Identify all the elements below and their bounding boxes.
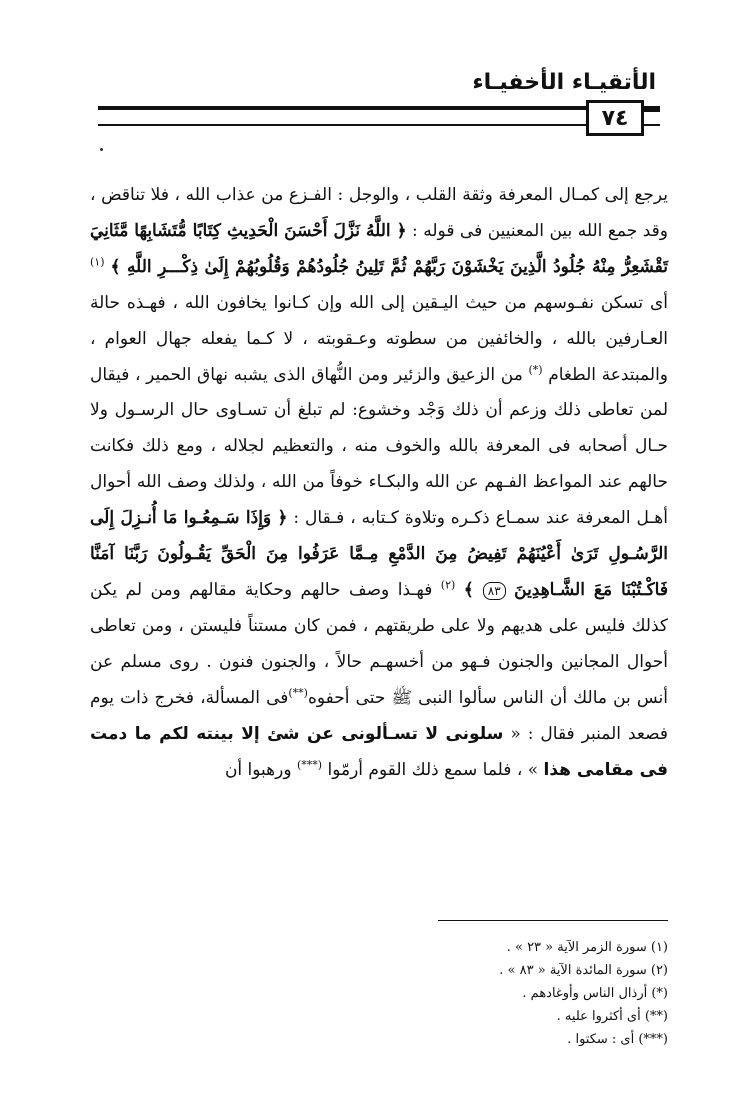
hadith-quote: سلونى لا تسـألونى عن شئ إلا بينته لكم ما دمت فى مقامى هذا	[90, 723, 668, 780]
footnote-ref: (٢)	[440, 578, 456, 592]
text-run: فى المسألة، فخرج ذات يوم فصعد المنبر فقال : «	[90, 687, 668, 744]
header-rule-thin	[98, 124, 660, 126]
page-number-ornament	[642, 110, 660, 126]
main-text	[90, 178, 668, 788]
footnote-ref: (**)	[288, 686, 308, 700]
text-run: أى تسكن نفـوسهم من حيث اليـقين إلى الله وإن كـانوا يخافون الله ، فهـذه حالة العـارفين بالله ، والخائفين من سطوته وعـقوبته ، لا كـما يفعله جهال العوام ، والمبتدعة الطغام	[90, 292, 668, 385]
header-rule-thick	[98, 106, 660, 110]
verse-number: ٨٣	[483, 582, 506, 600]
footnote: (١) سورة الزمر الآية « ٢٣ » .	[506, 940, 668, 955]
footnote: (***) أى : سكتوا .	[567, 1032, 668, 1047]
paragraph	[90, 178, 668, 788]
quran-verse: ﴿ اللَّهُ نَزَّلَ أَحْسَنَ الْحَدِيثِ كِتَابًا مُّتَشَابِهًا مَّثَانِيَ تَقْشَعِرُّ مِنْهُ جُلُودُ الَّذِينَ يَخْشَوْنَ رَبَّهُمْ ثُمَّ تَلِينُ جُلُودُهُمْ وَقُلُوبُهُمْ إِلَىٰ ذِكْـــرِ اللَّهِ ﴾	[90, 220, 669, 277]
text-run: ورهبوا أن	[224, 759, 297, 780]
footnote: (**) أى أكثروا عليه .	[556, 1009, 668, 1024]
footnote-ref: (١)	[90, 255, 105, 269]
footnotes	[88, 936, 668, 1051]
footnote-ref: (*)	[528, 362, 543, 376]
footnote-ref: (***)	[296, 757, 323, 771]
footnote: (*) أرذال الناس وأوغادهم .	[522, 986, 668, 1001]
quran-verse-end: ﴾	[463, 579, 483, 600]
print-speck	[100, 148, 103, 151]
text-run: من الزعيق والزئير ومن النُّهاق الذى يشبه نهاق الحمير ، فيقال لمن تعاطى ذلك وزعم أن ذلك وَجْد وخشوع: لم تبلغ أن تسـاوى حال الرسـول ولا حـال أصحابه فى المعرفة بالله والخوف منه ، والتعظيم لجلاله ، ومع ذلك فكانت حالهم عند المواعظ الفـهم عن الله والبكـاء خوفاً من الله ، ولذلك وصف الله أحوال أهـل المعرفة عند سمـاع ذكـره وتلاوة كـتابه ، فـقال :	[90, 364, 668, 529]
text-run: فهـذا وصف حالهم وحكاية مقالهم ومن لم يكن كذلك فليس على هديهم ولا على طريقتهم ، فمن كان مستناً فليستن ، ومن تعاطى أحوال المجانين والجنون فـهو من أخسهـم حالاً ، والجنون فنون . روى مسلم عن أنس بن مالك أن الناس سألوا النبى ﷺ حتى أحفوه	[90, 579, 668, 708]
text-run: يرجع إلى كمـال المعرفة وثقة القلب ، والوجل : الفـزع من عذاب الله ، فلا تناقض ، وقد جمع الله بين المعنيين فى قوله :	[90, 185, 668, 241]
running-title: الأتقيـاء الأخفيـاء	[472, 70, 656, 95]
page-number: ٧٤	[586, 100, 644, 136]
footnote-rule	[438, 920, 668, 921]
text-run: » ، فلما سمع ذلك القوم أرمّوا	[322, 759, 544, 780]
footnote: (٢) سورة المائدة الآية « ٨٣ » .	[499, 963, 668, 978]
quran-verse: ﴿ وَإِذَا سَـمِعُـوا مَا أُنـزِلَ إِلَى الرَّسُـولِ تَرَىٰ أَعْيُنَهُمْ تَفِيضُ مِنَ الدَّمْعِ مِـمَّا عَرَفُوا مِنَ الْحَقِّ يَقُـولُونَ رَبَّنَا آمَنَّا فَاكْـتُبْنَا مَعَ الشَّـاهِدِينَ	[90, 508, 668, 600]
